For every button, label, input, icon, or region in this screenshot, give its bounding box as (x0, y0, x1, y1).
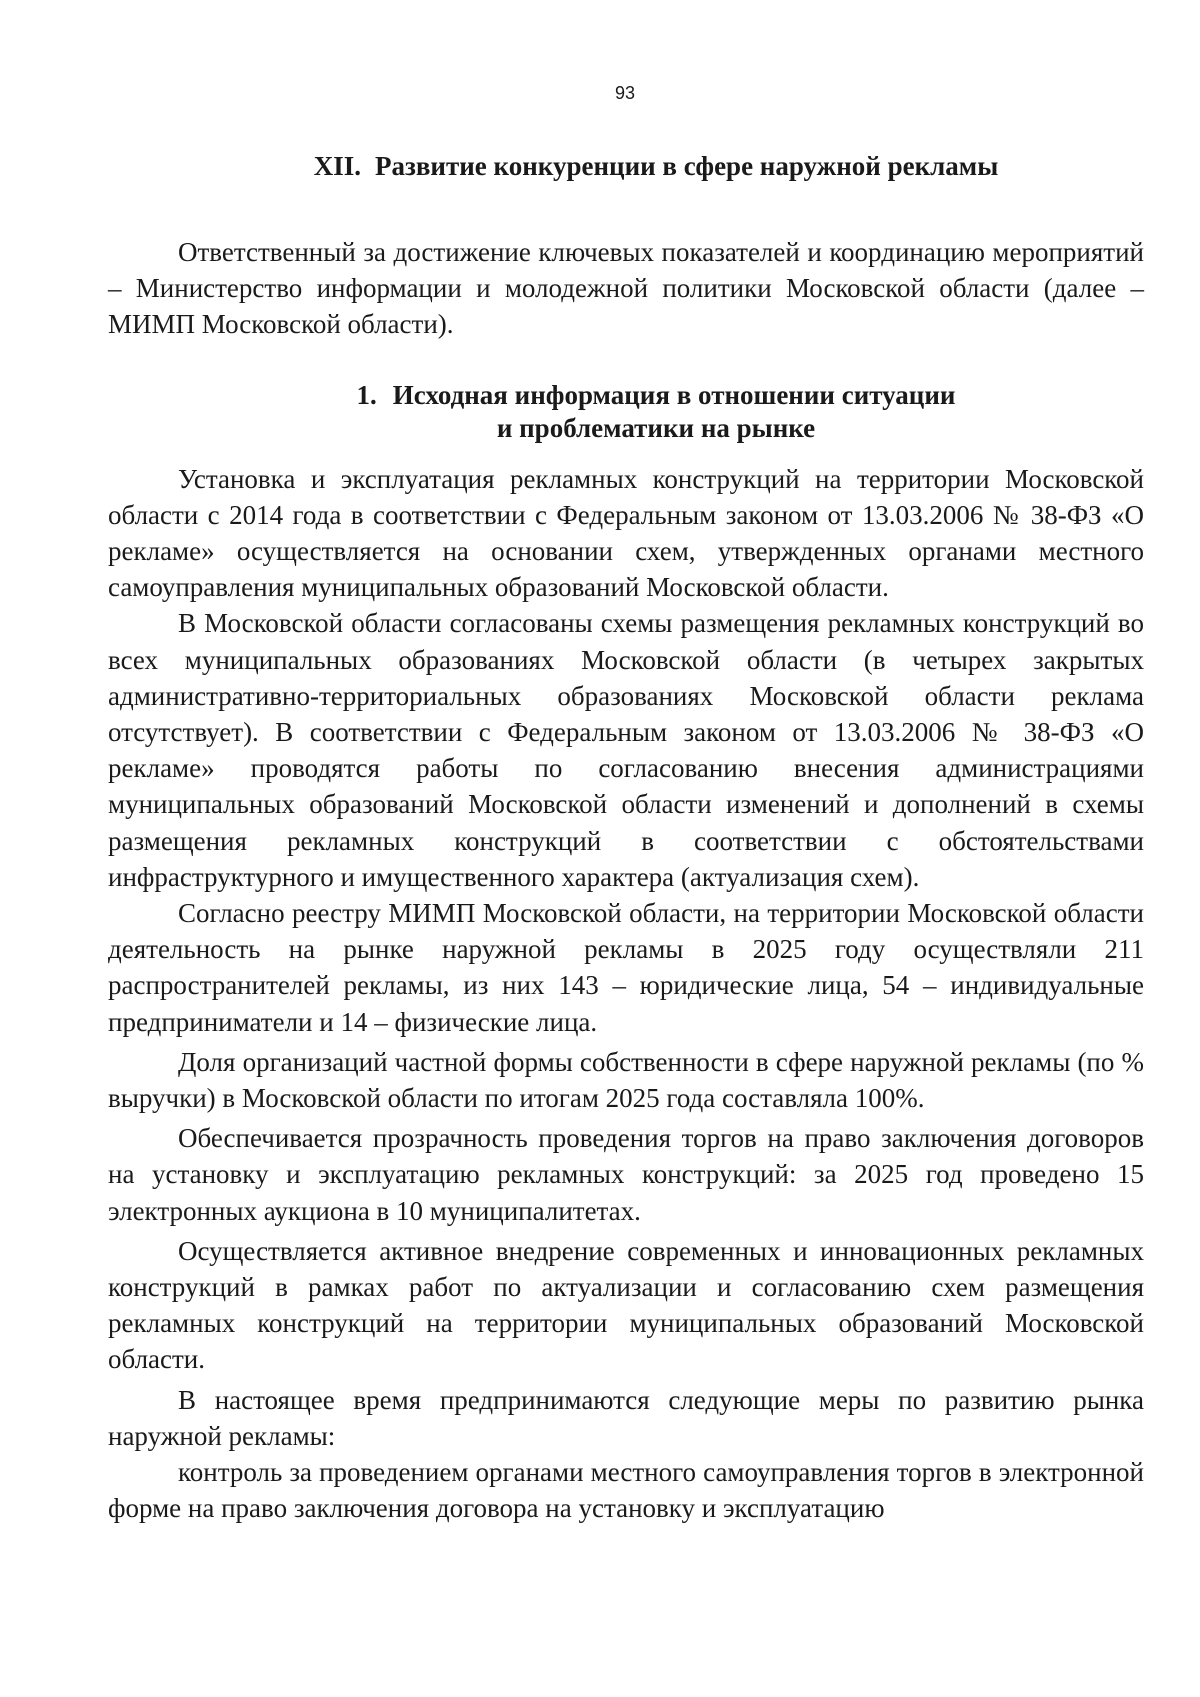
subsection-title-line1: Исходная информация в отношении ситуации (392, 379, 956, 410)
section-heading (108, 148, 1144, 184)
paragraph-measure-control: контроль за проведением органами местного самоуправления торгов в электронной форме на право заключения договора на установку и эксплуатацию (108, 1457, 1144, 1524)
paragraph-transparency: Обеспечивается прозрачность проведения торгов на право заключения договоров на установку и эксплуатацию рекламных конструкций: за 2025 год проведено 15 электронных аукциона в 10 муниципалитетах. (108, 1123, 1144, 1226)
paragraph-innovation: Осуществляется активное внедрение современных и инновационных рекламных конструкций в рамках работ по актуализации и согласованию схем размещения рекламных конструкций на территории муниципальных образований Московской области. (108, 1235, 1144, 1375)
page-content (108, 148, 1144, 1527)
responsible-paragraph: Ответственный за достижение ключевых показателей и координацию мероприятий – Министерство информации и молодежной политики Московской области (далее – МИМП Московской области). (108, 237, 1144, 340)
paragraph-registry: Согласно реестру МИМП Московской области, на территории Московской области деятельность на рынке наружной рекламы в 2025 году осуществляли 211 распространителей рекламы, из них 143 – юридические лица, 54 – индивидуальные предприниматели и 14 – физические лица. (108, 898, 1144, 1037)
paragraph-measures-intro: В настоящее время предпринимаются следующие меры по развитию рынка наружной рекламы: (108, 1384, 1144, 1451)
paragraph-installation: Установка и эксплуатация рекламных конструкций на территории Московской области с 2014 года в соответствии с Федеральным законом от 13.03.2006 № 38-ФЗ «О рекламе» осуществляется на основании схем, утвержденных органами местного самоуправления муниципальных образований Московской области. (108, 463, 1144, 603)
page-number: 93 (614, 83, 636, 103)
section-number: XII. (313, 151, 361, 181)
subsection-title-line2: и проблематики на рынке (496, 412, 816, 443)
section-title: Развитие конкуренции в сфере наружной рекламы (374, 151, 999, 181)
subsection-number: 1. (356, 379, 377, 410)
paragraph-private-share: Доля организаций частной формы собственности в сфере наружной рекламы (по % выручки) в Московской области по итогам 2025 года составляла 100%. (108, 1046, 1144, 1114)
subsection-heading (108, 379, 1144, 445)
paragraph-schemes: В Московской области согласованы схемы размещения рекламных конструкций во всех муниципальных образованиях Московской области (в четырех закрытых административно-территориальных образованиях Московской области реклама отсутствует). В соответствии с Федеральным законом от 13.03.2006 № 38-ФЗ «О рекламе» проводятся работы по согласованию внесения администрациями муниципальных образований Московской области изменений и дополнений в схемы размещения рекламных конструкций в соответствии с обстоятельствами инфраструктурного и имущественного характера (актуализация схем). (108, 608, 1144, 892)
